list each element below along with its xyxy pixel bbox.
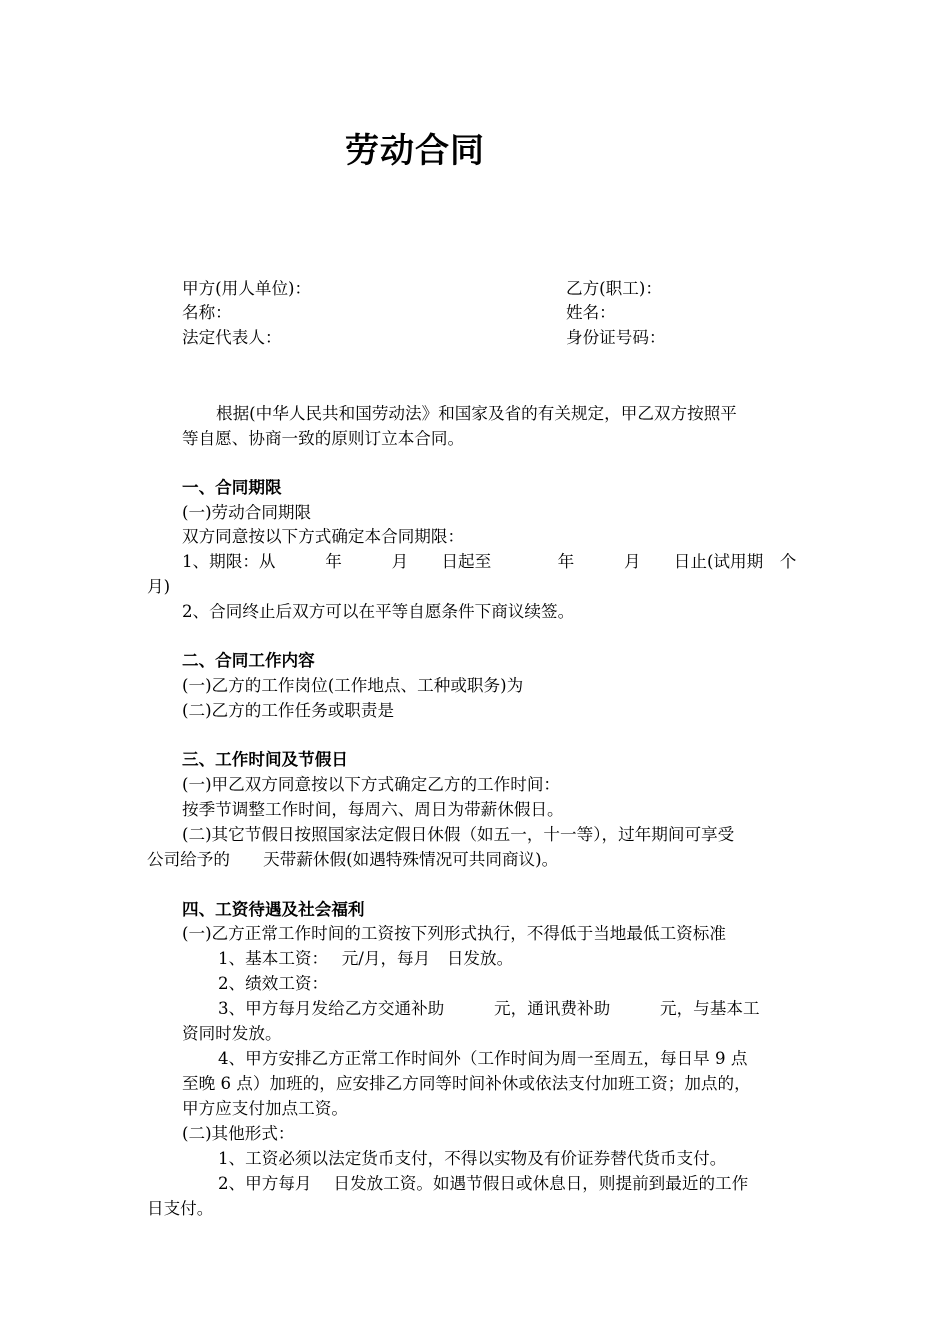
section-1-term-line-1: 1、期限：从 年 月 日起至 年 月 日止(试用期 个	[182, 552, 797, 571]
section-4-payment-rule-2-line-1: 2、甲方每月 日发放工资。如遇节假日或休息日，则提前到最近的工作	[218, 1174, 749, 1193]
party-a-name: 名称：	[182, 303, 232, 322]
section-4-payment-rule-2-line-2: 日支付。	[147, 1199, 214, 1218]
section-1-heading: 一、合同期限	[182, 478, 282, 497]
party-b-label: 乙方(职工)：	[566, 279, 662, 298]
section-4-basic-wage: 1、基本工资： 元/月，每月 日发放。	[218, 949, 514, 968]
section-3-item-1-text: 按季节调整工作时间，每周六、周日为带薪休假日。	[182, 800, 564, 819]
section-4-performance-wage: 2、绩效工资：	[218, 974, 329, 993]
section-1-term-line-2: 月)	[147, 577, 171, 596]
section-4-overtime-line-2: 至晚 6 点）加班的，应安排乙方同等时间补休或依法支付加班工资；加点的，	[182, 1074, 751, 1093]
section-4-item-2: (二)其他形式：	[182, 1124, 295, 1143]
section-4-payment-rule-1: 1、工资必须以法定货币支付，不得以实物及有价证券替代货币支付。	[218, 1149, 727, 1168]
section-1-sub-1: (一)劳动合同期限	[182, 503, 312, 522]
section-4-allowance-line-2: 资同时发放。	[182, 1024, 282, 1043]
party-a-label: 甲方(用人单位)：	[182, 279, 312, 298]
section-2-heading: 二、合同工作内容	[182, 651, 315, 670]
document-title: 劳动合同	[345, 131, 485, 171]
section-1-text: 双方同意按以下方式确定本合同期限：	[182, 527, 465, 546]
section-4-overtime-line-1: 4、甲方安排乙方正常工作时间外（工作时间为周一至周五，每日早 9 点	[218, 1049, 748, 1068]
section-4-overtime-line-3: 甲方应支付加点工资。	[182, 1099, 348, 1118]
section-3-item-2-line-1: (二)其它节假日按照国家法定假日休假（如五一，十一等），过年期间可享受	[182, 825, 735, 844]
section-3-item-1: (一)甲乙双方同意按以下方式确定乙方的工作时间：	[182, 775, 561, 794]
section-2-item-1: (一)乙方的工作岗位(工作地点、工种或职务)为	[182, 676, 524, 695]
section-4-item-1: (一)乙方正常工作时间的工资按下列形式执行，不得低于当地最低工资标准	[182, 924, 726, 943]
party-b-id-number: 身份证号码：	[566, 328, 666, 347]
party-a-representative: 法定代表人：	[182, 328, 282, 347]
preamble-line-2: 等自愿、协商一致的原则订立本合同。	[182, 429, 465, 448]
section-2-item-2: (二)乙方的工作任务或职责是	[182, 701, 395, 720]
party-b-name: 姓名：	[566, 303, 616, 322]
preamble-line-1: 根据(中华人民共和国劳动法》和国家及省的有关规定，甲乙双方按照平	[216, 404, 737, 423]
section-4-allowance-line-1: 3、甲方每月发给乙方交通补助 元，通讯费补助 元，与基本工	[218, 999, 760, 1018]
section-4-heading: 四、工资待遇及社会福利	[182, 900, 365, 919]
section-1-renewal: 2、合同终止后双方可以在平等自愿条件下商议续签。	[182, 602, 575, 621]
section-3-item-2-line-2: 公司给予的 天带薪休假(如遇特殊情况可共同商议)。	[147, 850, 559, 869]
section-3-heading: 三、工作时间及节假日	[182, 750, 348, 769]
